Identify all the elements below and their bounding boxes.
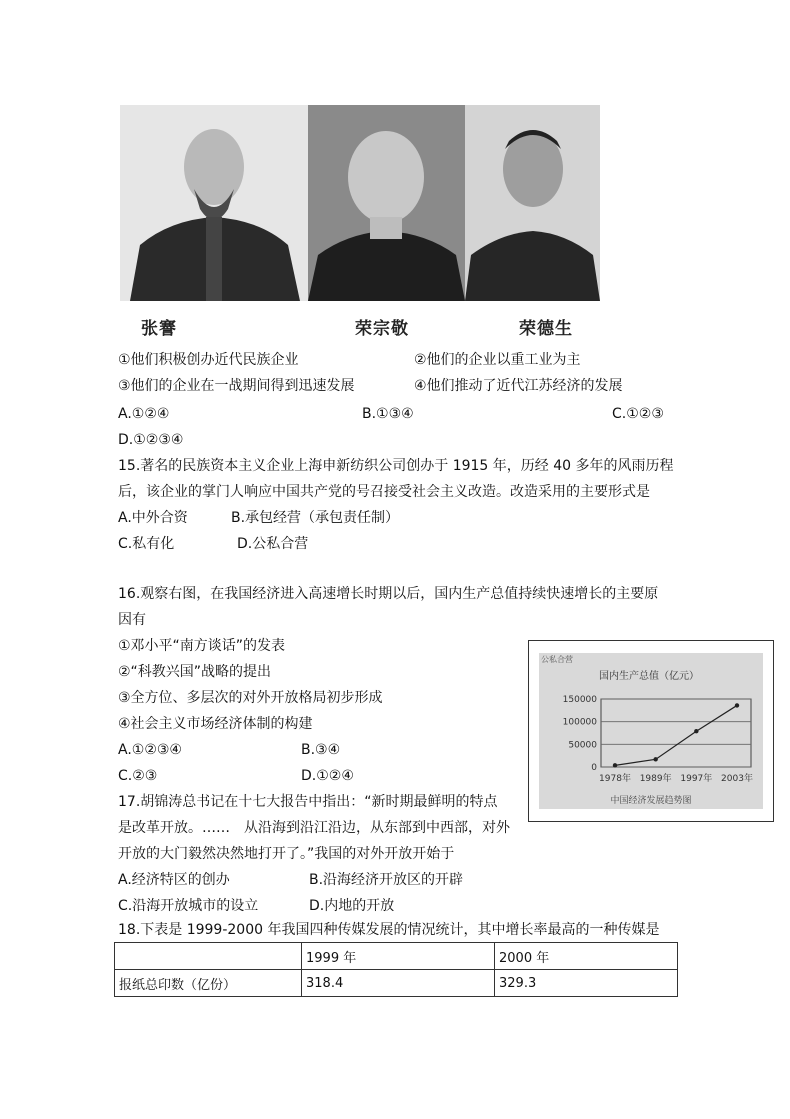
q14-option-b[interactable]: B.①③④ xyxy=(362,406,414,422)
gdp-data-point xyxy=(613,763,617,767)
gdp-data-point xyxy=(694,729,698,733)
gdp-series-line xyxy=(615,705,737,765)
q14-option-c[interactable]: C.①②③ xyxy=(612,406,664,422)
y-tick-label: 50000 xyxy=(568,740,597,751)
q15-option-b[interactable]: B.承包经营（承包责任制） xyxy=(231,510,400,526)
chart-title: 国内生产总值（亿元） xyxy=(599,671,699,682)
q17-option-c[interactable]: C.沿海开放城市的设立 xyxy=(118,898,259,914)
table-cell: 318.4 xyxy=(302,970,495,997)
table-header-cell: 2000 年 xyxy=(495,943,678,970)
table-header-cell: 1999 年 xyxy=(302,943,495,970)
q17-option-d[interactable]: D.内地的开放 xyxy=(309,898,395,914)
y-tick-label: 0 xyxy=(591,763,597,773)
q16-statement-4: ④社会主义市场经济体制的构建 xyxy=(118,716,313,732)
q15-option-c[interactable]: C.私有化 xyxy=(118,536,175,552)
table-row xyxy=(115,970,678,997)
q14-option-a[interactable]: A.①②④ xyxy=(118,406,170,422)
q15-option-a[interactable]: A.中外合资 xyxy=(118,510,188,526)
q15-option-d[interactable]: D.公私合营 xyxy=(237,536,309,552)
gdp-chart-figure xyxy=(528,640,774,822)
chart-plot-frame xyxy=(601,699,751,767)
portrait-zhang-jian xyxy=(120,105,308,301)
x-tick-label: 2003年 xyxy=(721,774,753,784)
y-tick-label: 150000 xyxy=(562,695,597,705)
q16-question-line1: 16.观察右图，在我国经济进入高速增长时期以后，国内生产总值持续快速增长的主要原 xyxy=(118,586,659,602)
q14-statement-1: ①他们积极创办近代民族企业 xyxy=(118,352,299,368)
gdp-data-point xyxy=(735,703,739,707)
q14-statement-2: ②他们的企业以重工业为主 xyxy=(414,352,581,368)
q17-question-line2: 是改革开放。…… 从沿海到沿江沿边，从东部到中西部，对外 xyxy=(118,820,510,836)
q16-option-a[interactable]: A.①②③④ xyxy=(118,742,182,758)
chart-caption: 中国经济发展趋势图 xyxy=(610,796,692,806)
caption-rong-zongjing: 荣宗敬 xyxy=(355,319,409,339)
x-tick-label: 1978年 xyxy=(599,774,631,784)
q14-statement-3: ③他们的企业在一战期间得到迅速发展 xyxy=(118,378,355,394)
q15-question-line2: 后，该企业的掌门人响应中国共产党的号召接受社会主义改造。改造采用的主要形式是 xyxy=(118,484,650,500)
q17-question-line1: 17.胡锦涛总书记在十七大报告中指出：“新时期最鲜明的特点 xyxy=(118,794,498,810)
gdp-chart-photo xyxy=(539,653,763,809)
q16-question-line2: 因有 xyxy=(118,612,146,628)
table-cell: 329.3 xyxy=(495,970,678,997)
q18-question: 18.下表是 1999-2000 年我国四种传媒发展的情况统计，其中增长率最高的一种传媒是 xyxy=(118,922,660,938)
q17-option-a[interactable]: A.经济特区的创办 xyxy=(118,872,230,888)
q17-option-b[interactable]: B.沿海经济开放区的开辟 xyxy=(309,872,464,888)
q14-statement-4: ④他们推动了近代江苏经济的发展 xyxy=(414,378,623,394)
q17-question-line3: 开放的大门毅然决然地打开了。”我国的对外开放开始于 xyxy=(118,846,455,862)
q16-option-b[interactable]: B.③④ xyxy=(301,742,341,758)
gdp-data-point xyxy=(653,757,657,761)
caption-zhang-jian: 张謇 xyxy=(141,319,177,339)
q14-option-d[interactable]: D.①②③④ xyxy=(118,432,184,448)
q15-question-line1: 15.著名的民族资本主义企业上海申新纺织公司创办于 1915 年，历经 40 多年的风雨历程 xyxy=(118,458,674,474)
portrait-rong-zongjing xyxy=(308,105,465,301)
x-tick-label: 1989年 xyxy=(639,774,672,784)
q16-statement-3: ③全方位、多层次的对外开放格局初步形成 xyxy=(118,690,383,706)
gdp-chart xyxy=(539,653,763,809)
portrait-rong-desheng xyxy=(465,105,600,301)
q16-statement-2: ②“科教兴国”战略的提出 xyxy=(118,664,272,680)
media-stats-table xyxy=(114,942,678,997)
table-header-cell xyxy=(115,943,302,970)
table-cell: 报纸总印数（亿份） xyxy=(115,970,302,997)
table-header-row xyxy=(115,943,678,970)
q16-option-c[interactable]: C.②③ xyxy=(118,768,158,784)
caption-rong-desheng: 荣德生 xyxy=(519,319,573,339)
q16-statement-1: ①邓小平“南方谈话”的发表 xyxy=(118,638,286,654)
y-tick-label: 100000 xyxy=(562,717,597,728)
x-tick-label: 1997年 xyxy=(680,774,713,784)
chart-corner-label: 公私合营 xyxy=(541,655,573,664)
q16-option-d[interactable]: D.①②④ xyxy=(301,768,354,784)
